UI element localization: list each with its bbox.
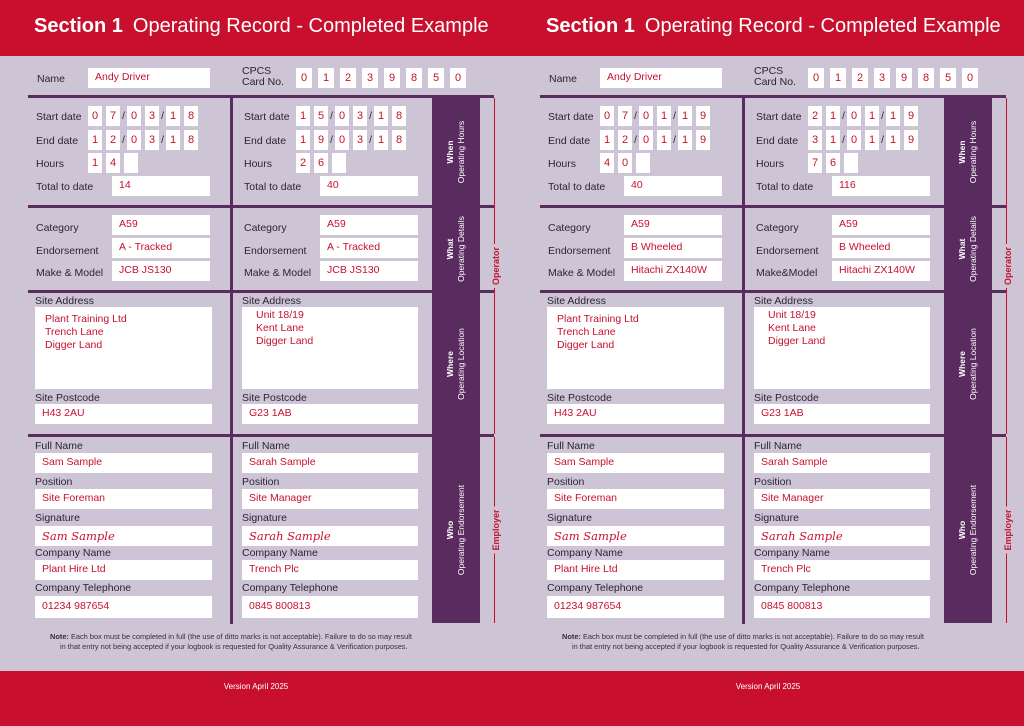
date-separator: /	[881, 134, 884, 146]
start-date-cell[interactable]: 2	[808, 106, 822, 126]
date-separator: /	[673, 110, 676, 122]
signature-field[interactable]: Sarah Sample	[754, 526, 930, 546]
start-date-cell[interactable]: 3	[353, 106, 367, 126]
site-address-label: Site Address	[754, 295, 813, 307]
start-date-cell[interactable]: 1	[826, 106, 840, 126]
start-date-cell[interactable]: 5	[314, 106, 328, 126]
hours-cell[interactable]: 4	[106, 153, 120, 173]
make-model-field[interactable]: JCB JS130	[112, 261, 210, 281]
tab-who-heading: Who	[445, 520, 455, 540]
card-no-label: Card No.	[242, 76, 285, 88]
site-address-label: Site Address	[242, 295, 301, 307]
cpcs-digit[interactable]: 9	[384, 68, 400, 88]
end-date-cell[interactable]: 1	[865, 130, 879, 150]
hours-cell[interactable]: 7	[808, 153, 822, 173]
address-line: Unit 18/19	[768, 309, 816, 321]
cpcs-digit[interactable]: 2	[852, 68, 868, 88]
signature-field[interactable]: Sarah Sample	[242, 526, 418, 546]
cpcs-digit[interactable]: 9	[896, 68, 912, 88]
tab-what-label	[445, 216, 467, 282]
hours-cell[interactable]: 1	[88, 153, 102, 173]
divider-where	[540, 434, 1006, 437]
date-separator: /	[369, 110, 372, 122]
section-number: Section 1	[546, 15, 635, 37]
date-separator: /	[673, 134, 676, 146]
start-date-cell[interactable]: 9	[696, 106, 710, 126]
cpcs-digit[interactable]: 0	[808, 68, 824, 88]
date-separator: /	[369, 134, 372, 146]
date-separator: /	[881, 110, 884, 122]
endorsement-label: Endorsement	[548, 245, 611, 257]
date-separator: /	[842, 134, 845, 146]
start-date-cell[interactable]: 1	[657, 106, 671, 126]
cpcs-card-number	[296, 68, 466, 88]
end-date	[808, 130, 918, 150]
end-date-cell[interactable]: 8	[392, 130, 406, 150]
end-date-label: End date	[244, 135, 287, 147]
start-date-label: Start date	[36, 111, 82, 123]
tab-what	[944, 208, 992, 290]
page-footer	[512, 671, 1024, 726]
site-postcode-label: Site Postcode	[242, 392, 307, 404]
section-number: Section 1	[34, 15, 123, 37]
note-line-1	[562, 632, 924, 642]
company-telephone-field[interactable]: 0845 800813	[754, 596, 930, 618]
card-no-label: Card No.	[754, 76, 797, 88]
employer-label: Employer	[491, 506, 501, 553]
company-name-field[interactable]: Trench Plc	[754, 560, 930, 580]
endorsement-label: Endorsement	[244, 245, 307, 257]
tab-where-label	[445, 328, 467, 400]
end-date	[296, 130, 406, 150]
operator-bracket	[1000, 98, 1016, 434]
end-date-cell[interactable]: 0	[639, 130, 653, 150]
end-date-cell[interactable]: 1	[678, 130, 692, 150]
company-telephone-field[interactable]: 01234 987654	[547, 596, 724, 618]
position-field[interactable]: Site Manager	[754, 489, 930, 509]
position-label: Position	[754, 476, 792, 488]
end-date	[88, 130, 198, 150]
make-model-field[interactable]: Hitachi ZX140W	[624, 261, 722, 281]
company-name-field[interactable]: Trench Plc	[242, 560, 418, 580]
page-header	[0, 0, 512, 56]
divider-what	[28, 290, 494, 293]
site-address-field[interactable]	[547, 307, 724, 389]
signature-field[interactable]: Sam Sample	[35, 526, 212, 546]
tab-who	[432, 437, 480, 623]
start-date-cell[interactable]: 0	[600, 106, 614, 126]
cpcs-digit[interactable]: 0	[450, 68, 466, 88]
site-address-field[interactable]	[35, 307, 212, 389]
note-line-1	[50, 632, 412, 642]
divider-top	[28, 95, 494, 98]
hours-cell[interactable]	[844, 153, 858, 173]
tab-where-label	[957, 328, 979, 400]
make-model-label: Make&Model	[756, 267, 818, 279]
position-field[interactable]: Site Foreman	[35, 489, 212, 509]
start-date-cell[interactable]: 1	[865, 106, 879, 126]
end-date-cell[interactable]: 3	[808, 130, 822, 150]
make-model-field[interactable]: JCB JS130	[320, 261, 418, 281]
company-name-label: Company Name	[242, 547, 318, 559]
site-postcode-label: Site Postcode	[547, 392, 612, 404]
end-date-cell[interactable]: 2	[106, 130, 120, 150]
end-date-cell[interactable]: 8	[184, 130, 198, 150]
end-date-label: End date	[548, 135, 591, 147]
divider-top	[540, 95, 1006, 98]
cpcs-digit[interactable]: 3	[362, 68, 378, 88]
cpcs-digit[interactable]: 5	[940, 68, 956, 88]
note-text-1: Each box must be completed in full (the use of ditto marks is not acceptable). Failure to do so may result	[580, 632, 924, 641]
end-date-cell[interactable]: 3	[353, 130, 367, 150]
operator-label: Operator	[491, 244, 501, 288]
date-separator: /	[330, 134, 333, 146]
position-label: Position	[242, 476, 280, 488]
end-date-cell[interactable]: 1	[657, 130, 671, 150]
tab-what-heading: What	[445, 238, 455, 260]
cpcs-digit[interactable]: 1	[318, 68, 334, 88]
note-text-2: in that entry not being accepted if your logbook is requested for Quality Assurance & Verification purposes.	[60, 642, 408, 651]
address-line: Digger Land	[768, 335, 826, 347]
page-header	[512, 0, 1024, 56]
note-heading: Note:	[562, 632, 581, 641]
date-separator: /	[634, 134, 637, 146]
cpcs-digit[interactable]: 5	[428, 68, 444, 88]
note-text-1: Each box must be completed in full (the use of ditto marks is not acceptable). Failure to do so may result	[68, 632, 412, 641]
full-name-label: Full Name	[547, 440, 595, 452]
tab-when	[944, 98, 992, 205]
start-date-label: Start date	[548, 111, 594, 123]
start-date-cell[interactable]: 7	[106, 106, 120, 126]
signature-field[interactable]: Sam Sample	[547, 526, 724, 546]
cpcs-digit[interactable]: 0	[296, 68, 312, 88]
end-date-cell[interactable]: 1	[296, 130, 310, 150]
end-date-cell[interactable]: 3	[145, 130, 159, 150]
signature-label: Signature	[754, 512, 799, 524]
position-field[interactable]: Site Foreman	[547, 489, 724, 509]
site-postcode-label: Site Postcode	[35, 392, 100, 404]
page-footer	[0, 671, 512, 726]
total-label: Total to date	[244, 181, 302, 193]
date-separator: /	[330, 110, 333, 122]
note-text-2: in that entry not being accepted if your logbook is requested for Quality Assurance & Verification purposes.	[572, 642, 920, 651]
total-field[interactable]: 14	[112, 176, 210, 196]
cpcs-digit[interactable]: 0	[962, 68, 978, 88]
hours-cell[interactable]: 0	[618, 153, 632, 173]
site-address-field[interactable]	[242, 307, 418, 389]
date-separator: /	[634, 110, 637, 122]
company-telephone-label: Company Telephone	[35, 582, 132, 594]
full-name-label: Full Name	[754, 440, 802, 452]
category-label: Category	[548, 222, 591, 234]
start-date	[600, 106, 710, 126]
tab-when-heading: When	[957, 139, 967, 164]
site-postcode-field[interactable]: G23 1AB	[754, 404, 930, 424]
company-telephone-field[interactable]: 0845 800813	[242, 596, 418, 618]
end-date-cell[interactable]: 1	[166, 130, 180, 150]
end-date-cell[interactable]: 0	[847, 130, 861, 150]
page-title	[34, 15, 489, 38]
endorsement-field[interactable]: B Wheeled	[832, 238, 930, 258]
hours-cell[interactable]: 4	[600, 153, 614, 173]
endorsement-field[interactable]: A - Tracked	[320, 238, 418, 258]
end-date-cell[interactable]: 9	[314, 130, 328, 150]
start-date-label: Start date	[244, 111, 290, 123]
name-label: Name	[549, 73, 578, 85]
site-postcode-field[interactable]: G23 1AB	[242, 404, 418, 424]
employer-bracket	[1000, 437, 1016, 623]
cpcs-digit[interactable]: 8	[918, 68, 934, 88]
tab-what-heading: What	[957, 238, 967, 260]
tab-what-subheading: Operating Details	[968, 216, 978, 282]
address-line: Plant Training Ltd	[45, 313, 127, 325]
note-heading: Note:	[50, 632, 69, 641]
tab-who-label	[445, 485, 467, 575]
hours-label: Hours	[548, 158, 577, 170]
hours-label: Hours	[36, 158, 65, 170]
operator-label: Operator	[1003, 244, 1013, 288]
company-name-field[interactable]: Plant Hire Ltd	[35, 560, 212, 580]
start-date-cell[interactable]: 1	[296, 106, 310, 126]
completion-note	[50, 632, 412, 652]
end-date-label: End date	[756, 135, 799, 147]
start-date-cell[interactable]: 0	[88, 106, 102, 126]
company-name-field[interactable]: Plant Hire Ltd	[547, 560, 724, 580]
hours-cell[interactable]	[636, 153, 650, 173]
end-date-cell[interactable]: 1	[374, 130, 388, 150]
end-date-cell[interactable]: 1	[886, 130, 900, 150]
total-label: Total to date	[548, 181, 606, 193]
start-date-label: Start date	[756, 111, 802, 123]
date-separator: /	[842, 110, 845, 122]
position-label: Position	[35, 476, 73, 488]
endorsement-label: Endorsement	[36, 245, 99, 257]
date-separator: /	[161, 110, 164, 122]
cpcs-digit[interactable]: 1	[830, 68, 846, 88]
cpcs-card-number	[808, 68, 978, 88]
site-postcode-field[interactable]: H43 2AU	[35, 404, 212, 424]
start-date-cell[interactable]: 8	[184, 106, 198, 126]
endorsement-field[interactable]: A - Tracked	[112, 238, 210, 258]
endorsement-label: Endorsement	[756, 245, 819, 257]
site-postcode-field[interactable]: H43 2AU	[547, 404, 724, 424]
endorsement-field[interactable]: B Wheeled	[624, 238, 722, 258]
address-line: Unit 18/19	[256, 309, 304, 321]
cpcs-label: CPCS	[754, 65, 784, 77]
tab-what-subheading: Operating Details	[456, 216, 466, 282]
start-date	[296, 106, 406, 126]
start-date-cell[interactable]: 0	[639, 106, 653, 126]
end-date-cell[interactable]: 9	[696, 130, 710, 150]
tab-when-label	[957, 120, 979, 182]
full-name-field[interactable]: Sam Sample	[35, 453, 212, 473]
employer-label: Employer	[1003, 506, 1013, 553]
end-date-label: End date	[36, 135, 79, 147]
hours-label: Hours	[756, 158, 785, 170]
version-label: Version April 2025	[223, 682, 289, 691]
address-line: Trench Lane	[557, 326, 616, 338]
cpcs-digit[interactable]: 2	[340, 68, 356, 88]
hours	[88, 153, 138, 173]
operator-bracket	[488, 98, 504, 434]
divider-what	[540, 290, 1006, 293]
tab-what	[432, 208, 480, 290]
category-field[interactable]: A59	[832, 215, 930, 235]
company-telephone-label: Company Telephone	[242, 582, 339, 594]
total-field[interactable]: 116	[832, 176, 930, 196]
end-date-cell[interactable]: 0	[127, 130, 141, 150]
company-name-label: Company Name	[35, 547, 111, 559]
total-label: Total to date	[756, 181, 814, 193]
completion-note	[562, 632, 924, 652]
company-name-label: Company Name	[754, 547, 830, 559]
start-date	[808, 106, 918, 126]
name-field[interactable]: Andy Driver	[88, 68, 210, 88]
full-name-field[interactable]: Sarah Sample	[754, 453, 930, 473]
cpcs-digit[interactable]: 3	[874, 68, 890, 88]
total-label: Total to date	[36, 181, 94, 193]
hours-cell[interactable]	[124, 153, 138, 173]
name-field[interactable]: Andy Driver	[600, 68, 722, 88]
tab-who-subheading: Operating Endorsement	[968, 484, 978, 576]
end-date	[600, 130, 710, 150]
end-date-cell[interactable]: 1	[600, 130, 614, 150]
hours-cell[interactable]: 6	[314, 153, 328, 173]
address-line: Plant Training Ltd	[557, 313, 639, 325]
date-separator: /	[122, 110, 125, 122]
divider-when	[540, 205, 1006, 208]
section-title: Operating Record - Completed Example	[132, 15, 489, 37]
start-date	[88, 106, 198, 126]
tab-who-label	[957, 485, 979, 575]
end-date-cell[interactable]: 9	[904, 130, 918, 150]
hours-cell[interactable]: 2	[296, 153, 310, 173]
divider-when	[28, 205, 494, 208]
address-line: Digger Land	[45, 339, 103, 351]
column-divider	[230, 95, 233, 624]
tab-where	[432, 293, 480, 434]
start-date-cell[interactable]: 9	[904, 106, 918, 126]
company-telephone-field[interactable]: 01234 987654	[35, 596, 212, 618]
position-label: Position	[547, 476, 585, 488]
hours	[600, 153, 650, 173]
tab-when-subheading: Operating Hours	[456, 120, 466, 183]
start-date-cell[interactable]: 1	[374, 106, 388, 126]
hours	[296, 153, 346, 173]
end-date-cell[interactable]: 2	[618, 130, 632, 150]
total-field[interactable]: 40	[624, 176, 722, 196]
log-page	[512, 0, 1024, 726]
total-field[interactable]: 40	[320, 176, 418, 196]
tab-what-label	[957, 216, 979, 282]
company-name-label: Company Name	[547, 547, 623, 559]
site-address-field[interactable]	[754, 307, 930, 389]
company-telephone-label: Company Telephone	[754, 582, 851, 594]
full-name-field[interactable]: Sam Sample	[547, 453, 724, 473]
full-name-field[interactable]: Sarah Sample	[242, 453, 418, 473]
start-date-cell[interactable]: 3	[145, 106, 159, 126]
tab-who-heading: Who	[957, 520, 967, 540]
make-model-label: Make & Model	[36, 267, 104, 279]
site-postcode-label: Site Postcode	[754, 392, 819, 404]
category-field[interactable]: A59	[320, 215, 418, 235]
address-line: Trench Lane	[45, 326, 104, 338]
cpcs-digit[interactable]: 8	[406, 68, 422, 88]
category-label: Category	[244, 222, 287, 234]
hours-label: Hours	[244, 158, 273, 170]
tab-when-heading: When	[445, 139, 455, 164]
date-separator: /	[161, 134, 164, 146]
start-date-cell[interactable]: 1	[166, 106, 180, 126]
address-line: Kent Lane	[256, 322, 304, 334]
tab-who-subheading: Operating Endorsement	[456, 484, 466, 576]
hours-cell[interactable]: 6	[826, 153, 840, 173]
section-title: Operating Record - Completed Example	[644, 15, 1001, 37]
address-line: Digger Land	[557, 339, 615, 351]
hours-cell[interactable]	[332, 153, 346, 173]
end-date-cell[interactable]: 1	[826, 130, 840, 150]
signature-label: Signature	[242, 512, 287, 524]
divider-where	[28, 434, 494, 437]
start-date-cell[interactable]: 1	[886, 106, 900, 126]
version-label: Version April 2025	[735, 682, 801, 691]
category-field[interactable]: A59	[624, 215, 722, 235]
category-field[interactable]: A59	[112, 215, 210, 235]
signature-label: Signature	[35, 512, 80, 524]
full-name-label: Full Name	[242, 440, 290, 452]
column-divider	[742, 95, 745, 624]
address-line: Kent Lane	[768, 322, 816, 334]
make-model-field[interactable]: Hitachi ZX140W	[832, 261, 930, 281]
tab-when-subheading: Operating Hours	[968, 120, 978, 183]
start-date-cell[interactable]: 0	[335, 106, 349, 126]
make-model-label: Make & Model	[244, 267, 312, 279]
position-field[interactable]: Site Manager	[242, 489, 418, 509]
cpcs-label: CPCS	[242, 65, 272, 77]
tab-where-heading: Where	[445, 350, 455, 377]
category-label: Category	[756, 222, 799, 234]
tab-when	[432, 98, 480, 205]
address-line: Digger Land	[256, 335, 314, 347]
tab-where-heading: Where	[957, 350, 967, 377]
site-address-label: Site Address	[35, 295, 94, 307]
end-date-cell[interactable]: 1	[88, 130, 102, 150]
tab-who	[944, 437, 992, 623]
full-name-label: Full Name	[35, 440, 83, 452]
start-date-cell[interactable]: 1	[678, 106, 692, 126]
hours	[808, 153, 858, 173]
date-separator: /	[122, 134, 125, 146]
category-label: Category	[36, 222, 79, 234]
end-date-cell[interactable]: 0	[335, 130, 349, 150]
page-title	[546, 15, 1001, 38]
site-address-label: Site Address	[547, 295, 606, 307]
employer-bracket	[488, 437, 504, 623]
tab-where-subheading: Operating Location	[968, 327, 978, 400]
start-date-cell[interactable]: 0	[847, 106, 861, 126]
start-date-cell[interactable]: 0	[127, 106, 141, 126]
tab-where-subheading: Operating Location	[456, 327, 466, 400]
name-label: Name	[37, 73, 66, 85]
tab-when-label	[445, 120, 467, 182]
start-date-cell[interactable]: 7	[618, 106, 632, 126]
company-telephone-label: Company Telephone	[547, 582, 644, 594]
start-date-cell[interactable]: 8	[392, 106, 406, 126]
make-model-label: Make & Model	[548, 267, 616, 279]
tab-where	[944, 293, 992, 434]
signature-label: Signature	[547, 512, 592, 524]
